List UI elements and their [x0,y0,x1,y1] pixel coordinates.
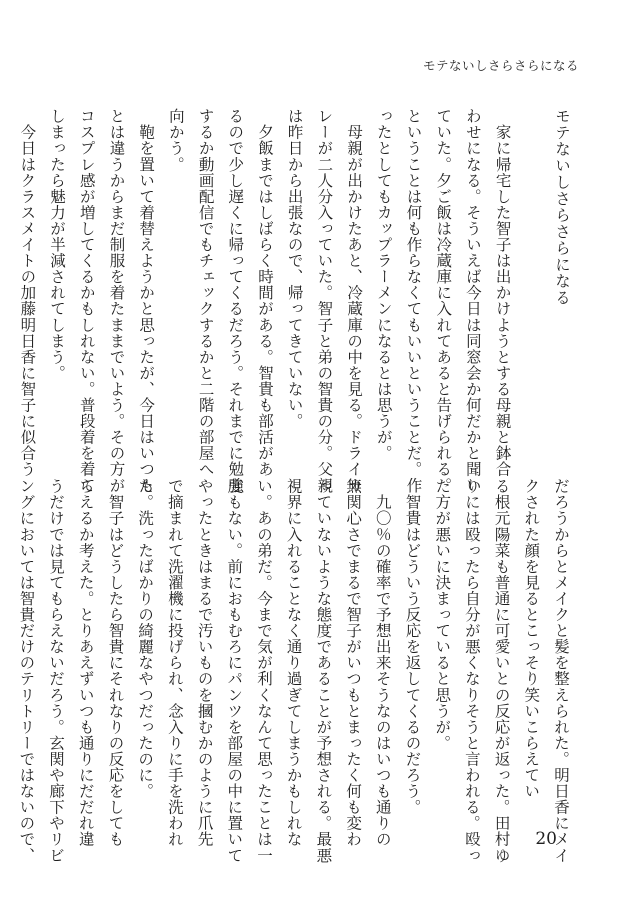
text-line: 視界に入れることなく通り過ぎてしまうかもしれな [284,478,303,848]
text-line: 無関心さでまるで智子がいつもとまったく何も変わ [344,478,363,848]
text-line: レーが二人分入っていた。智子と弟の智貴の分。父親 [315,108,334,494]
blank-line [517,108,547,454]
text-line: 家に帰宅した智子は出かけようとする母親と鉢合 [493,108,512,478]
text-line: ったとしてもカップラーメンになるとは思うが。 [374,108,393,462]
text-line: は昨日から出張なので、帰ってきていない。 [285,108,304,429]
text-line: る根元陽菜も普通に可愛いとの反応が返った。田村ゆ [492,478,511,864]
text-line: ングにおいては智貴だけのテリトリーではないので、 [17,478,36,864]
text-line: 智貴はどういう反応を返してくるのだろう。 [403,478,422,816]
chapter-title: モテないしさらさらになる [553,108,571,306]
upper-text-block [12,108,576,494]
text-line: 度もない。前におもむろにパンツを部屋の中に置いて [225,478,244,864]
text-line: だろうからとメイクと髪を整えられた。明日香にメイ [552,478,570,864]
running-header: モテないしさらさらになる [422,58,579,73]
text-line: 母親が出かけたあと、冷蔵庫の中を見る。ドライカ [345,108,364,494]
text-line: するか動画配信でもチェックするかと二階の部屋へ [196,108,215,478]
text-line: ていた。夕ご飯は冷蔵庫に入れてあると告げられる。 [434,108,453,494]
text-line: るので少し遅くに帰ってくるだろう。それまでに勉強 [226,108,245,494]
text-line: らえるか考えた。とりあえずいつも通りにだだれ違 [76,478,95,848]
text-line: わせになる。そういえば今日は同窓会か何だかと聞い [463,108,482,494]
text-line: で摘まれて洗濯機に投げられ、念入りに手を洗われ [165,478,184,848]
text-line: っていないような態度であることが予想される。最悪 [314,478,333,864]
text-line: た方が悪いに決まっていると思うが。 [433,478,452,751]
text-line: りには殴ったら自分が悪くなりそうと言われる。殴っ [462,478,481,864]
text-line: やったときはまるで汚いものを摑むかのように爪先 [195,478,214,848]
text-line: コスプレ感が増してくるかもしれない。普段着を着て [77,108,96,494]
text-line: 向かう。 [166,108,185,173]
text-line: しまったら魅力が半減されてしまう。 [48,108,67,381]
text-line: とは違うからまだ制服を着たままでいよう。その方が [107,108,126,494]
text-line: 鞄を置いて着替えようかと思ったが、今日はいつも [137,108,156,494]
text-line: ということは何も作らなくてもいいということだ。作 [404,108,423,494]
text-line: い。あの弟だ。今まで気が利くなんて思ったことは一 [254,478,273,864]
page-number: 20 [535,829,557,849]
text-line: 今日はクラスメイトの加藤明日香に智子に似合う [18,108,37,478]
text-line: うだけでは見てもらえないだろう。玄関や廊下やリビ [47,478,66,864]
text-line: クされた顔を見るとこっそり笑いこらえてい [522,478,541,799]
text-line: た。洗ったばかりの綺麗なやつだったのに。 [136,478,155,799]
text-line: 夕飯まではしばらく時間がある。智貴も部活があ [255,108,274,478]
text-line: 智子はどうしたら智貴にそれなりの反応をしても [106,478,125,848]
text-line: 九〇％の確率で予想出来そうなのはいつも通りの [373,478,392,848]
